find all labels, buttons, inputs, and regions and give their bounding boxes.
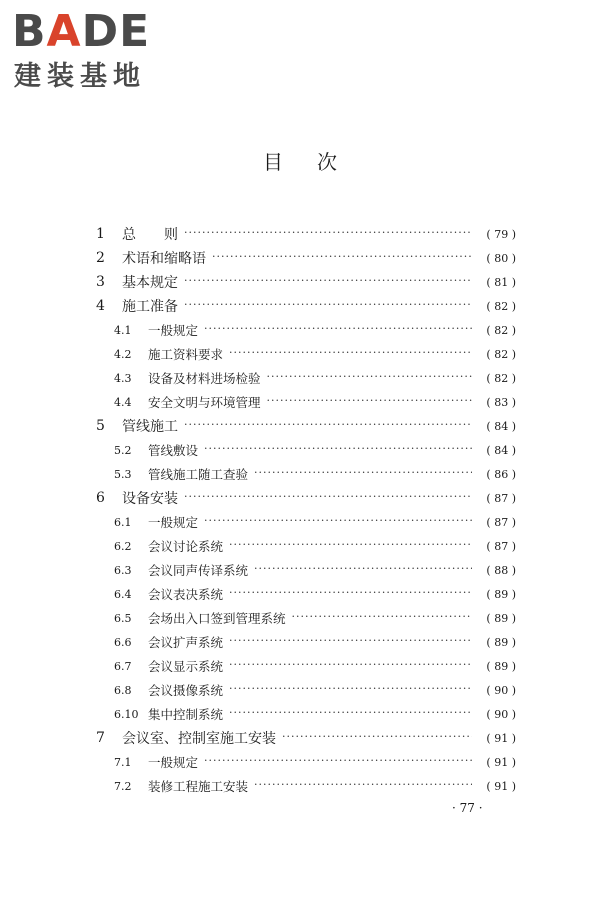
toc-section-row[interactable] [96, 606, 516, 630]
toc-leader-dots [229, 707, 472, 721]
logo-letter-a: A [46, 6, 82, 57]
toc-entry-title: 会议摄像系统 [148, 683, 224, 698]
toc-entry-page: ( 91 ) [486, 779, 516, 793]
toc-section-row[interactable] [96, 654, 516, 678]
toc-entry-title: 管线施工 [122, 419, 178, 435]
toc-entry-number: 6.4 [114, 587, 132, 601]
toc-section-row[interactable] [96, 462, 516, 486]
toc-entry-title: 会议讨论系统 [148, 539, 224, 554]
toc-chapter-row[interactable] [96, 486, 516, 510]
toc-section-row[interactable] [96, 318, 516, 342]
toc-leader-dots [212, 251, 472, 265]
toc-entry-title: 一般规定 [148, 515, 199, 530]
toc-section-row[interactable] [96, 750, 516, 774]
toc-entry-title: 基本规定 [122, 275, 178, 291]
toc-entry-title: 总 则 [122, 227, 178, 243]
toc-entry-page: ( 82 ) [486, 299, 516, 313]
toc-leader-dots [254, 779, 472, 793]
toc-entry-number: 7.1 [114, 755, 132, 769]
toc-chapter-row[interactable] [96, 726, 516, 750]
toc-entry-number: 6 [96, 490, 105, 506]
toc-entry-title: 会场出入口签到管理系统 [148, 611, 286, 626]
logo-chinese-text: 建装基地 [14, 61, 146, 92]
toc-leader-dots [184, 299, 472, 313]
toc-entry-page: ( 89 ) [486, 611, 516, 625]
toc-entry-page: ( 90 ) [486, 683, 516, 697]
toc-entry-page: ( 82 ) [486, 371, 516, 385]
toc-entry-number: 6.10 [114, 707, 139, 721]
toc-entry-page: ( 82 ) [486, 323, 516, 337]
toc-entry-page: ( 90 ) [486, 707, 516, 721]
toc-entry-title: 会议同声传译系统 [148, 563, 249, 578]
toc-leader-dots [204, 323, 472, 337]
toc-entry-page: ( 83 ) [486, 395, 516, 409]
toc-entry-page: ( 82 ) [486, 347, 516, 361]
toc-entry-title: 设备及材料进场检验 [148, 371, 261, 386]
toc-section-row[interactable] [96, 774, 516, 798]
toc-section-row[interactable] [96, 534, 516, 558]
toc-entry-title: 装修工程施工安装 [148, 779, 249, 794]
logo-letter-b: B [12, 6, 47, 57]
toc-entry-title: 施工资料要求 [148, 347, 224, 362]
toc-entry-title: 管线敷设 [148, 443, 199, 458]
toc-entry-title: 施工准备 [122, 299, 178, 315]
toc-entry-number: 4.4 [114, 395, 132, 409]
toc-entry-page: ( 87 ) [486, 515, 516, 529]
toc-leader-dots [204, 515, 472, 529]
toc-entry-page: ( 91 ) [486, 731, 516, 745]
toc-section-row[interactable] [96, 630, 516, 654]
toc-leader-dots [184, 419, 472, 433]
toc-entry-number: 4.3 [114, 371, 132, 385]
toc-entry-title: 一般规定 [148, 323, 199, 338]
toc-entry-number: 7.2 [114, 779, 132, 793]
toc-entry-number: 6.1 [114, 515, 132, 529]
toc-chapter-row[interactable] [96, 294, 516, 318]
toc-entry-page: ( 91 ) [486, 755, 516, 769]
toc-entry-title: 设备安装 [122, 491, 178, 507]
toc-entry-title: 术语和缩略语 [122, 251, 206, 267]
toc-entry-number: 6.3 [114, 563, 132, 577]
toc-leader-dots [229, 587, 472, 601]
toc-chapter-row[interactable] [96, 246, 516, 270]
toc-section-row[interactable] [96, 438, 516, 462]
toc-leader-dots [282, 731, 472, 745]
toc-entry-number: 5.3 [114, 467, 132, 481]
toc-entry-number: 6.7 [114, 659, 132, 673]
toc-leader-dots [267, 371, 472, 385]
logo-letter-e: E [119, 6, 151, 57]
toc-entry-title: 一般规定 [148, 755, 199, 770]
toc-entry-title: 会议室、控制室施工安装 [122, 731, 276, 747]
toc-entry-title: 会议显示系统 [148, 659, 224, 674]
toc-entry-number: 5 [96, 418, 105, 434]
table-of-contents [96, 222, 516, 798]
toc-entry-title: 会议表决系统 [148, 587, 224, 602]
toc-entry-number: 4.2 [114, 347, 132, 361]
toc-leader-dots [292, 611, 472, 625]
toc-entry-number: 3 [96, 274, 105, 290]
toc-section-row[interactable] [96, 558, 516, 582]
toc-leader-dots [184, 227, 472, 241]
toc-section-row[interactable] [96, 390, 516, 414]
toc-entry-page: ( 86 ) [486, 467, 516, 481]
toc-entry-number: 6.8 [114, 683, 132, 697]
toc-entry-page: ( 87 ) [486, 539, 516, 553]
logo-wordmark [12, 6, 150, 58]
toc-leader-dots [229, 659, 472, 673]
toc-chapter-row[interactable] [96, 414, 516, 438]
toc-leader-dots [254, 467, 472, 481]
toc-section-row[interactable] [96, 582, 516, 606]
toc-entry-number: 6.5 [114, 611, 132, 625]
toc-entry-number: 2 [96, 250, 105, 266]
toc-entry-page: ( 79 ) [486, 227, 516, 241]
toc-leader-dots [229, 539, 472, 553]
toc-entry-number: 4 [96, 298, 105, 314]
toc-entry-page: ( 87 ) [486, 491, 516, 505]
toc-entry-page: ( 89 ) [486, 659, 516, 673]
logo-letter-d: D [81, 6, 120, 57]
toc-leader-dots [204, 443, 472, 457]
toc-entry-page: ( 84 ) [486, 419, 516, 433]
toc-entry-page: ( 88 ) [486, 563, 516, 577]
toc-leader-dots [229, 635, 472, 649]
toc-entry-number: 5.2 [114, 443, 132, 457]
toc-entry-number: 7 [96, 730, 105, 746]
toc-section-row[interactable] [96, 678, 516, 702]
toc-section-row[interactable] [96, 366, 516, 390]
toc-entry-page: ( 89 ) [486, 587, 516, 601]
toc-entry-number: 4.1 [114, 323, 132, 337]
toc-entry-number: 6.6 [114, 635, 132, 649]
toc-leader-dots [229, 347, 472, 361]
toc-leader-dots [204, 755, 472, 769]
toc-entry-title: 会议扩声系统 [148, 635, 224, 650]
toc-entry-title: 集中控制系统 [148, 707, 224, 722]
toc-section-row[interactable] [96, 342, 516, 366]
toc-leader-dots [184, 491, 472, 505]
toc-entry-number: 1 [96, 226, 105, 242]
toc-section-row[interactable] [96, 510, 516, 534]
toc-leader-dots [267, 395, 472, 409]
toc-leader-dots [229, 683, 472, 697]
toc-entry-page: ( 89 ) [486, 635, 516, 649]
toc-entry-number: 6.2 [114, 539, 132, 553]
toc-entry-title: 安全文明与环境管理 [148, 395, 261, 410]
toc-leader-dots [184, 275, 472, 289]
toc-entry-page: ( 81 ) [486, 275, 516, 289]
page-number: · 77 · [452, 801, 483, 815]
toc-leader-dots [254, 563, 472, 577]
toc-entry-page: ( 84 ) [486, 443, 516, 457]
toc-entry-page: ( 80 ) [486, 251, 516, 265]
toc-entry-title: 管线施工随工查验 [148, 467, 249, 482]
page-title: 目次 [263, 150, 371, 174]
toc-chapter-row[interactable] [96, 222, 516, 246]
bade-logo [12, 6, 182, 96]
toc-chapter-row[interactable] [96, 270, 516, 294]
toc-section-row[interactable] [96, 702, 516, 726]
